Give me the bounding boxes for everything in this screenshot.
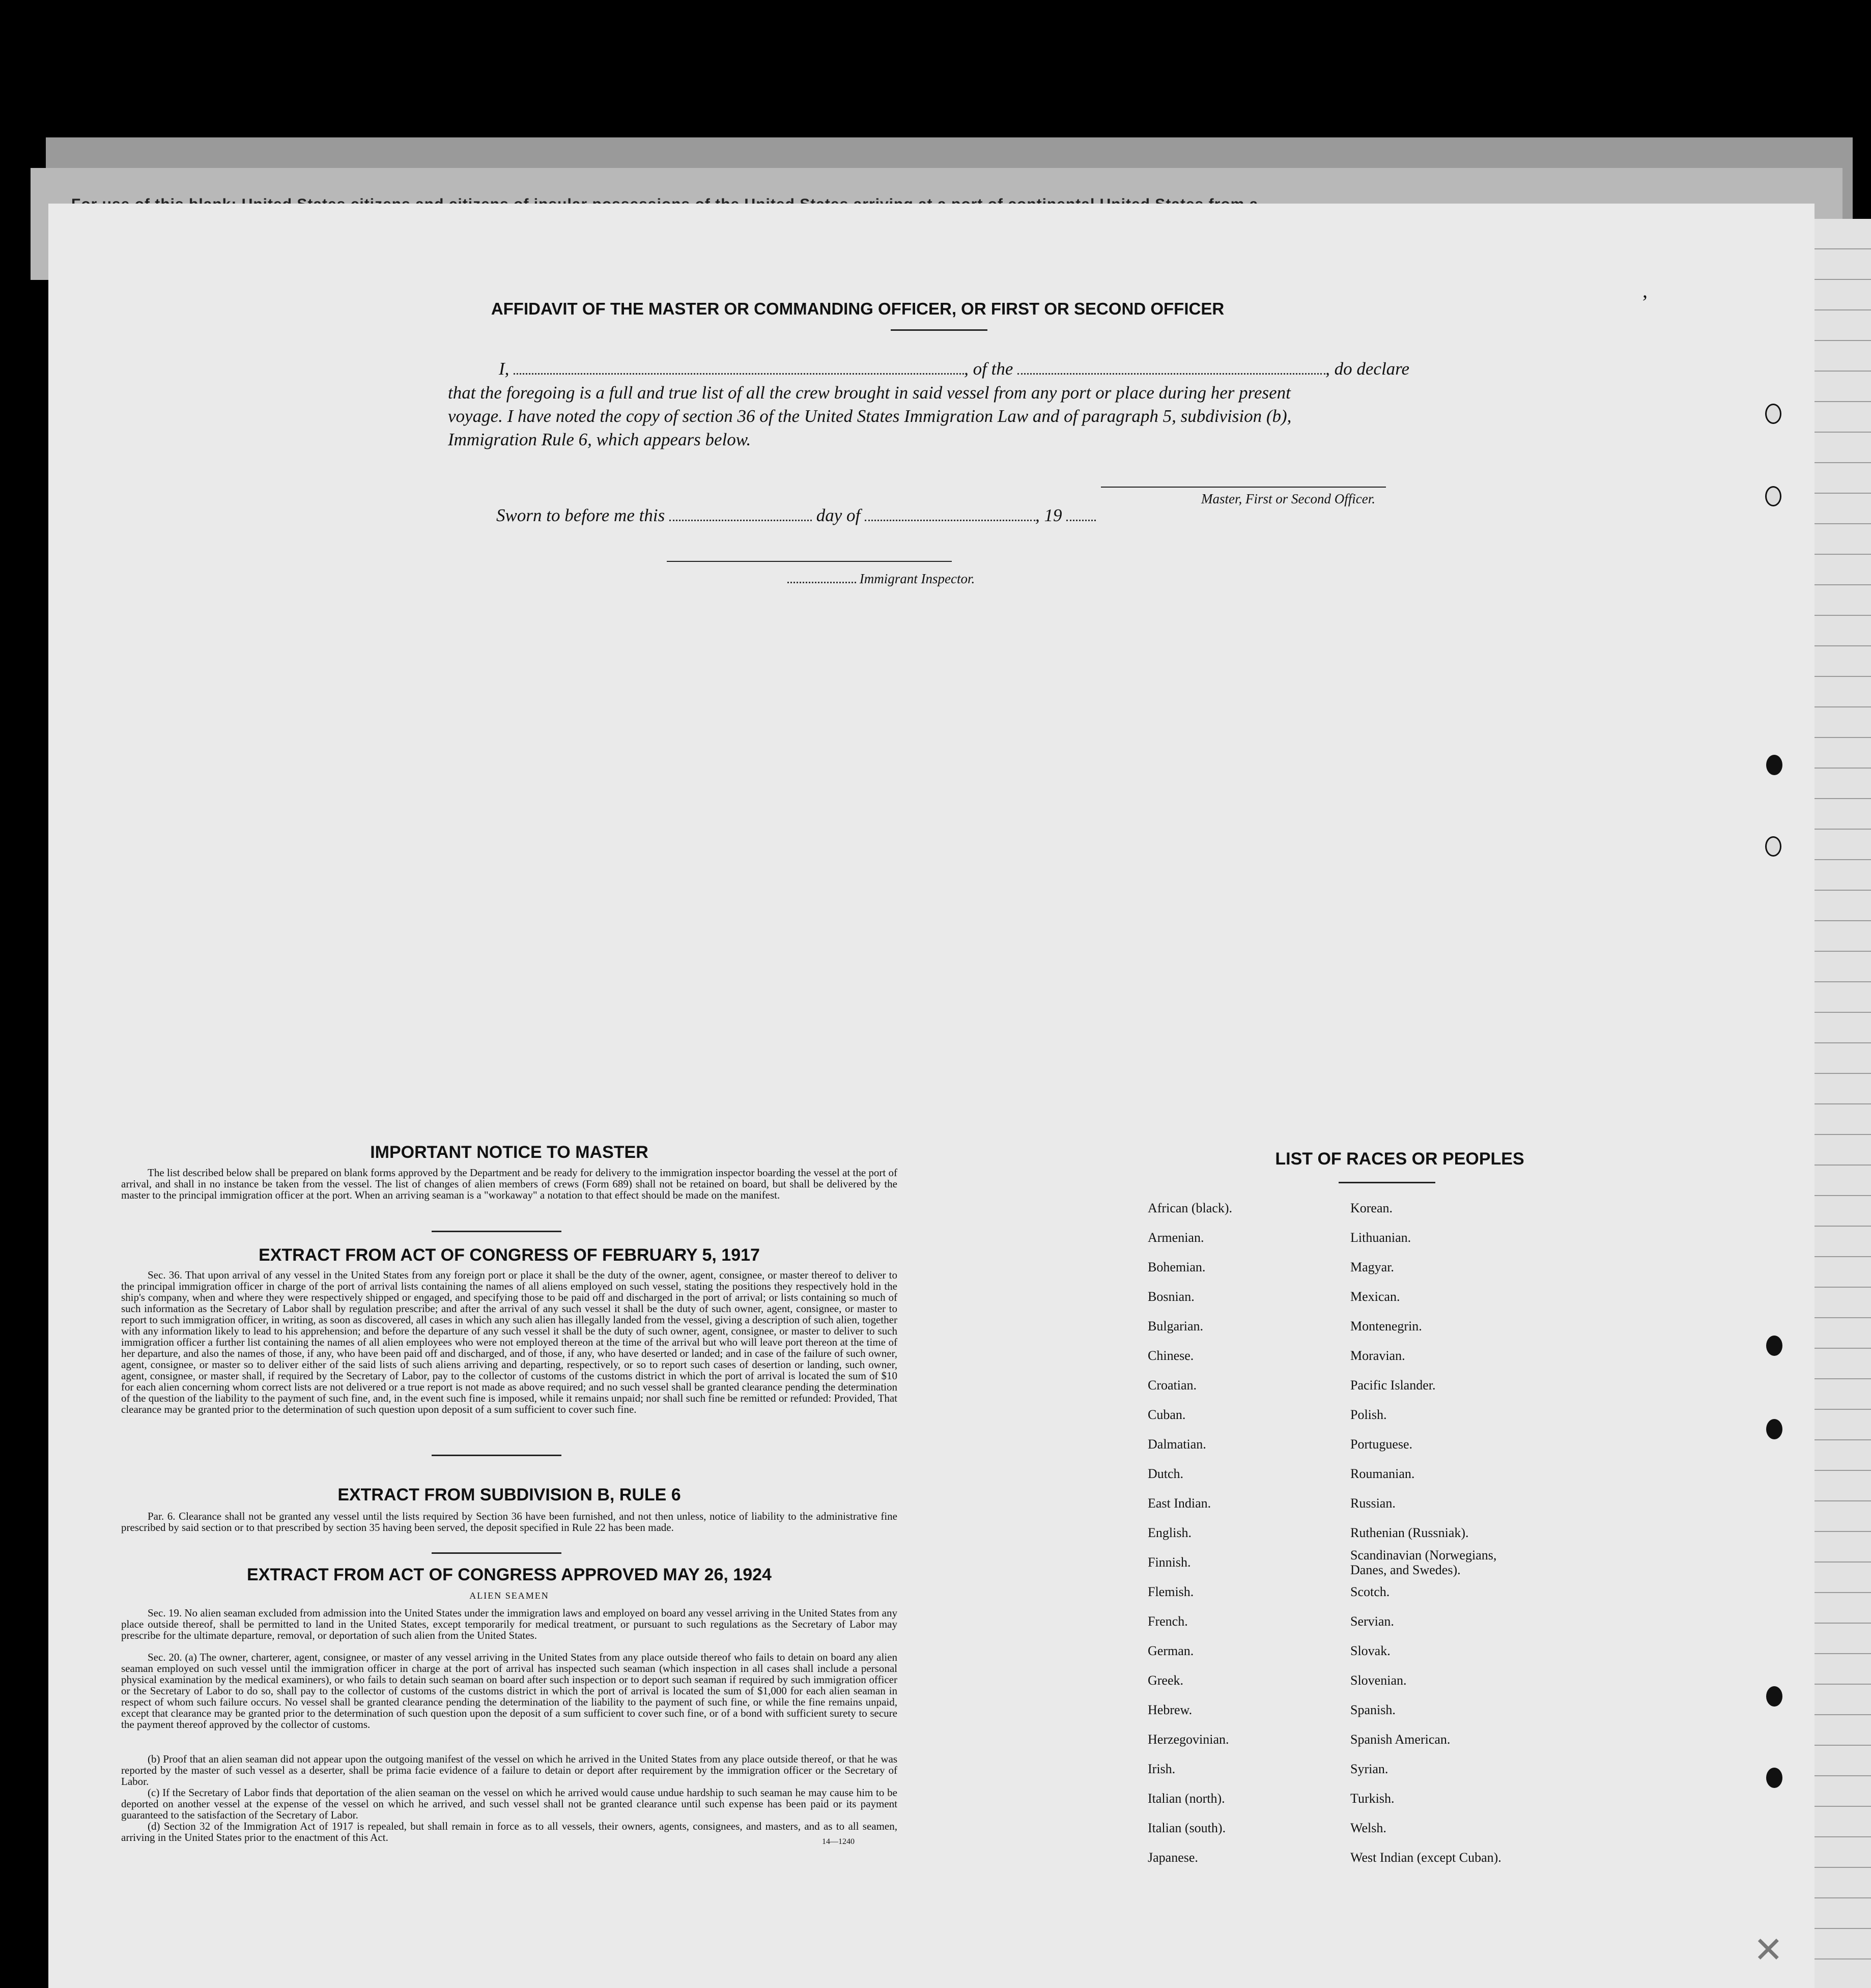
race-item: Slovak. bbox=[1350, 1643, 1391, 1658]
race-item: French. bbox=[1148, 1614, 1188, 1629]
race-item: Dutch. bbox=[1148, 1466, 1184, 1481]
subdivision-heading: EXTRACT FROM SUBDIVISION B, RULE 6 bbox=[337, 1485, 681, 1504]
inspector-blank bbox=[787, 582, 856, 583]
race-item: Syrian. bbox=[1350, 1762, 1388, 1776]
affidavit-line-1 bbox=[499, 359, 1496, 379]
race-item: Irish. bbox=[1148, 1762, 1176, 1776]
race-item: East Indian. bbox=[1148, 1496, 1211, 1511]
race-item: Welsh. bbox=[1350, 1821, 1386, 1835]
race-item: Scotch. bbox=[1350, 1584, 1390, 1599]
race-item: Pacific Islander. bbox=[1350, 1378, 1436, 1393]
notice-rule bbox=[432, 1231, 561, 1232]
race-item: Portuguese. bbox=[1350, 1437, 1413, 1452]
inspector-label: Immigrant Inspector. bbox=[859, 571, 975, 586]
race-item: Scandinavian (Norwegians, Danes, and Swedes). bbox=[1350, 1548, 1497, 1577]
race-item: Finnish. bbox=[1148, 1555, 1191, 1570]
affidavit-line-4: Immigration Rule 6, which appears below. bbox=[448, 430, 751, 449]
race-item: Cuban. bbox=[1148, 1407, 1186, 1422]
of-the-label: , of the bbox=[964, 359, 1013, 379]
race-item: Slovenian. bbox=[1350, 1673, 1407, 1688]
races-column-1 bbox=[1148, 1194, 1326, 1872]
heading-rule bbox=[891, 329, 987, 331]
race-item: West Indian (except Cuban). bbox=[1350, 1850, 1501, 1865]
race-item: Magyar. bbox=[1350, 1260, 1394, 1274]
sworn-label: Sworn to before me this bbox=[496, 505, 665, 525]
race-item: African (black). bbox=[1148, 1201, 1233, 1215]
vessel-blank bbox=[1017, 373, 1325, 375]
punch-hole bbox=[1766, 1419, 1782, 1439]
alien-seamen-subheading: ALIEN SEAMEN bbox=[469, 1591, 549, 1601]
sworn-day-blank bbox=[669, 520, 812, 521]
race-item: English. bbox=[1148, 1525, 1192, 1540]
race-item: Roumanian. bbox=[1350, 1466, 1415, 1481]
declare-label: , do declare bbox=[1325, 359, 1410, 379]
section-19-text: Sec. 19. No alien seaman excluded from admission into the United States under the immigration laws and employed on board any vessel arriving in the United States from any place outside thereof, shall be permitted to land in the United States, except temporarily for medical treatment, or pursuant to such regulations as the Secretary of Labor may prescribe for the ultimate departure, removal, or deportation of such alien from the United States. bbox=[121, 1607, 897, 1641]
races-rule bbox=[1339, 1182, 1435, 1183]
sworn-month-blank bbox=[865, 520, 1035, 521]
sworn-line bbox=[496, 505, 1209, 526]
form-page bbox=[48, 204, 1815, 1988]
affidavit-line-3: voyage. I have noted the copy of section 36 of the United States Immigration Law and of paragraph 5, subdivision (b), bbox=[448, 406, 1292, 426]
races-heading: LIST OF RACES OR PEOPLES bbox=[1275, 1149, 1524, 1169]
form-number: 14—1240 bbox=[822, 1837, 855, 1846]
race-item: Turkish. bbox=[1350, 1791, 1395, 1806]
race-item: Italian (north). bbox=[1148, 1791, 1225, 1806]
race-item: Montenegrin. bbox=[1350, 1319, 1422, 1333]
race-item: Dalmatian. bbox=[1148, 1437, 1206, 1452]
subdivision-rule bbox=[432, 1552, 561, 1554]
race-item: Lithuanian. bbox=[1350, 1230, 1411, 1245]
race-item: Hebrew. bbox=[1148, 1702, 1193, 1717]
race-item: Armenian. bbox=[1148, 1230, 1204, 1245]
race-item: Japanese. bbox=[1148, 1850, 1198, 1865]
race-item: Bohemian. bbox=[1148, 1260, 1206, 1274]
race-item: Flemish. bbox=[1148, 1584, 1194, 1599]
race-item: Spanish. bbox=[1350, 1702, 1396, 1717]
race-item: Spanish American. bbox=[1350, 1732, 1451, 1747]
race-item: Chinese. bbox=[1148, 1348, 1194, 1363]
race-item: Korean. bbox=[1350, 1201, 1393, 1215]
extract-1917-rule bbox=[432, 1455, 561, 1456]
race-item: Bosnian. bbox=[1148, 1289, 1195, 1304]
master-signature-line bbox=[1101, 487, 1386, 488]
race-item: Ruthenian (Russniak). bbox=[1350, 1525, 1469, 1540]
affidavit-line-2: that the foregoing is a full and true list of all the crew brought in said vessel from any port or place during her present bbox=[448, 383, 1291, 403]
race-item: Herzegovinian. bbox=[1148, 1732, 1229, 1747]
extract-1917-text: Sec. 36. That upon arrival of any vessel in the United States from any foreign port or place it shall be the duty of the owner, agent, consignee, or master thereof to deliver to the principal immigration officer in charge of the port of arrival lists containing the names of all aliens employed on such vessel, stating the positions they respectively hold in the ship's company, when and where they were respectively shipped or engaged, and specifying those to be paid off and discharged in the port of arrival; or lists containing so much of such information as the Secretary of Labor shall by regulation prescribe; and after the arrival of any such vessel it shall be the duty of such owner, agent, consignee, or master to report to such immigration officer, in writing, as soon as discovered, all cases in which any such alien has illegally landed from the vessel, giving a description of such alien, together with any information likely to lead to his apprehension; and before the departure of any such vessel it shall be the duty of such owner, agent, consignee, or master to deliver to such immigration officer a further list containing the names of all alien employees who were not employed thereon at the time of the arrival but who will leave port thereon at the time of her departure, and also the names of those, if any, who have been paid off and discharged, and of those, if any, who have deserted or landed; and in case of the failure of such owner, agent, consignee, or master so to deliver either of the said lists of such aliens arriving and departing, respectively, or so to report such cases of desertion or landing, such owner, agent, consignee, or master shall, if required by the Secretary of Labor, pay to the collector of customs of the customs district in which the port of arrival is located the sum of $10 for each alien concerning whom correct lists are not delivered or a true report is not made as above required; and no such vessel shall be granted clearance pending the determination of the question of the liability to the payment of such fine, and, in the event such fine is imposed, while it remains unpaid; nor shall such fine be remitted or refunded: Provided, That clearance may be granted prior to the determination of such question upon deposit of a sum sufficient to cover such fine. bbox=[121, 1269, 897, 1415]
section-20b-text: (b) Proof that an alien seaman did not appear upon the outgoing manifest of the vessel on which he arrived in the United States from any place outside thereof, or that he was reported by the master of such vessel as a deserter, shall be prima facie evidence of a failure to detain or deport after requirement by the immigration officer or the Secretary of Labor. bbox=[121, 1753, 897, 1787]
master-signature-label: Master, First or Second Officer. bbox=[1201, 491, 1375, 506]
punch-hole bbox=[1766, 755, 1782, 775]
punch-hole bbox=[1766, 1336, 1782, 1356]
section-20a-text: Sec. 20. (a) The owner, charterer, agent, consignee, or master of any vessel arriving in the United States from any place outside thereof who fails to detain on board any alien seaman employed on such vessel until the immigration officer in charge at the port of arrival has inspected such seaman (which inspection in all cases shall include a personal physical examination by the medical examiners), or who fails to detain such seaman on board after such inspection or to deport such seaman if required by such immigration officer or the Secretary of Labor to do so, shall pay to the collector of customs of the customs district in which the port of arrival is located the sum of $1,000 for each alien seaman in respect of whom such failure occurs. No vessel shall be granted clearance pending the determination of the liability to the payment of such fine, or while the fine remains unpaid, except that clearance may be granted prior to the determination of such question upon the deposit of a sum sufficient to cover such fine, or of a bond with sufficient surety to secure the payment thereof approved by the collector of customs. bbox=[121, 1651, 897, 1730]
race-item: Bulgarian. bbox=[1148, 1319, 1204, 1333]
race-item: Croatian. bbox=[1148, 1378, 1197, 1393]
race-item: Polish. bbox=[1350, 1407, 1387, 1422]
race-item: Italian (south). bbox=[1148, 1821, 1226, 1835]
punch-hole bbox=[1765, 836, 1781, 857]
affidavit-heading: AFFIDAVIT OF THE MASTER OR COMMANDING OFFICER, OR FIRST OR SECOND OFFICER bbox=[491, 299, 1225, 318]
sworn-year-blank bbox=[1066, 520, 1096, 521]
race-item: Mexican. bbox=[1350, 1289, 1400, 1304]
corner-mark: ✕ bbox=[1753, 1931, 1783, 1970]
punch-hole bbox=[1766, 1686, 1782, 1707]
day-of-label: day of bbox=[816, 505, 861, 525]
race-item: Servian. bbox=[1350, 1614, 1394, 1629]
subdivision-text: Par. 6. Clearance shall not be granted any vessel until the lists required by Section 36 have been furnished, and not then unless, notice of liability to the administrative fine prescribed by said section or to that prescribed by section 35 having been served, the deposit specified in Rule 22 has been made. bbox=[121, 1510, 897, 1533]
race-item: Greek. bbox=[1148, 1673, 1184, 1688]
race-item: Moravian. bbox=[1350, 1348, 1405, 1363]
notice-heading: IMPORTANT NOTICE TO MASTER bbox=[370, 1143, 648, 1162]
notice-text: The list described below shall be prepared on blank forms approved by the Department and be ready for delivery to the immigration inspector boarding the vessel at the port of arrival, and shall in no instance be taken from the vessel. The list of changes of alien members of crews (Form 689) shall not be retained on board, but shall be delivered by the master to the principal immigration officer at the port. When an arriving seaman is a "workaway" a notation to that effect should be made on the manifest. bbox=[121, 1167, 897, 1201]
year-label: , 19 bbox=[1035, 505, 1062, 525]
races-column-2 bbox=[1350, 1194, 1564, 1872]
race-item: Russian. bbox=[1350, 1496, 1396, 1511]
punch-hole bbox=[1765, 404, 1781, 424]
inspector-line bbox=[787, 571, 975, 587]
check-mark: ’ bbox=[1641, 291, 1649, 314]
section-20c-text: (c) If the Secretary of Labor finds that deportation of the alien seaman on the vessel on which he arrived would cause undue hardship to such seaman he may cause him to be deported on another vessel at the expense of the vessel on which he arrived, and such vessel shall not be granted clearance until such expense has been paid or its payment guaranteed to the satisfaction of the Secretary of Labor. bbox=[121, 1786, 897, 1821]
section-20d-text: (d) Section 32 of the Immigration Act of 1917 is repealed, but shall remain in force as to all vessels, their owners, agents, consignees, and masters, and as to all seamen, arriving in the United States prior to the enactment of this Act. bbox=[121, 1820, 897, 1843]
punch-hole bbox=[1765, 486, 1781, 506]
punch-hole bbox=[1766, 1768, 1782, 1788]
i-label: I, bbox=[499, 359, 509, 379]
race-item: German. bbox=[1148, 1643, 1194, 1658]
extract-1917-heading: EXTRACT FROM ACT OF CONGRESS OF FEBRUARY 5, 1917 bbox=[259, 1245, 760, 1265]
ledger-edge bbox=[1815, 219, 1871, 1988]
name-blank bbox=[514, 373, 964, 375]
inspector-signature-line bbox=[667, 561, 952, 562]
extract-1924-heading: EXTRACT FROM ACT OF CONGRESS APPROVED MAY 26, 1924 bbox=[247, 1565, 772, 1584]
